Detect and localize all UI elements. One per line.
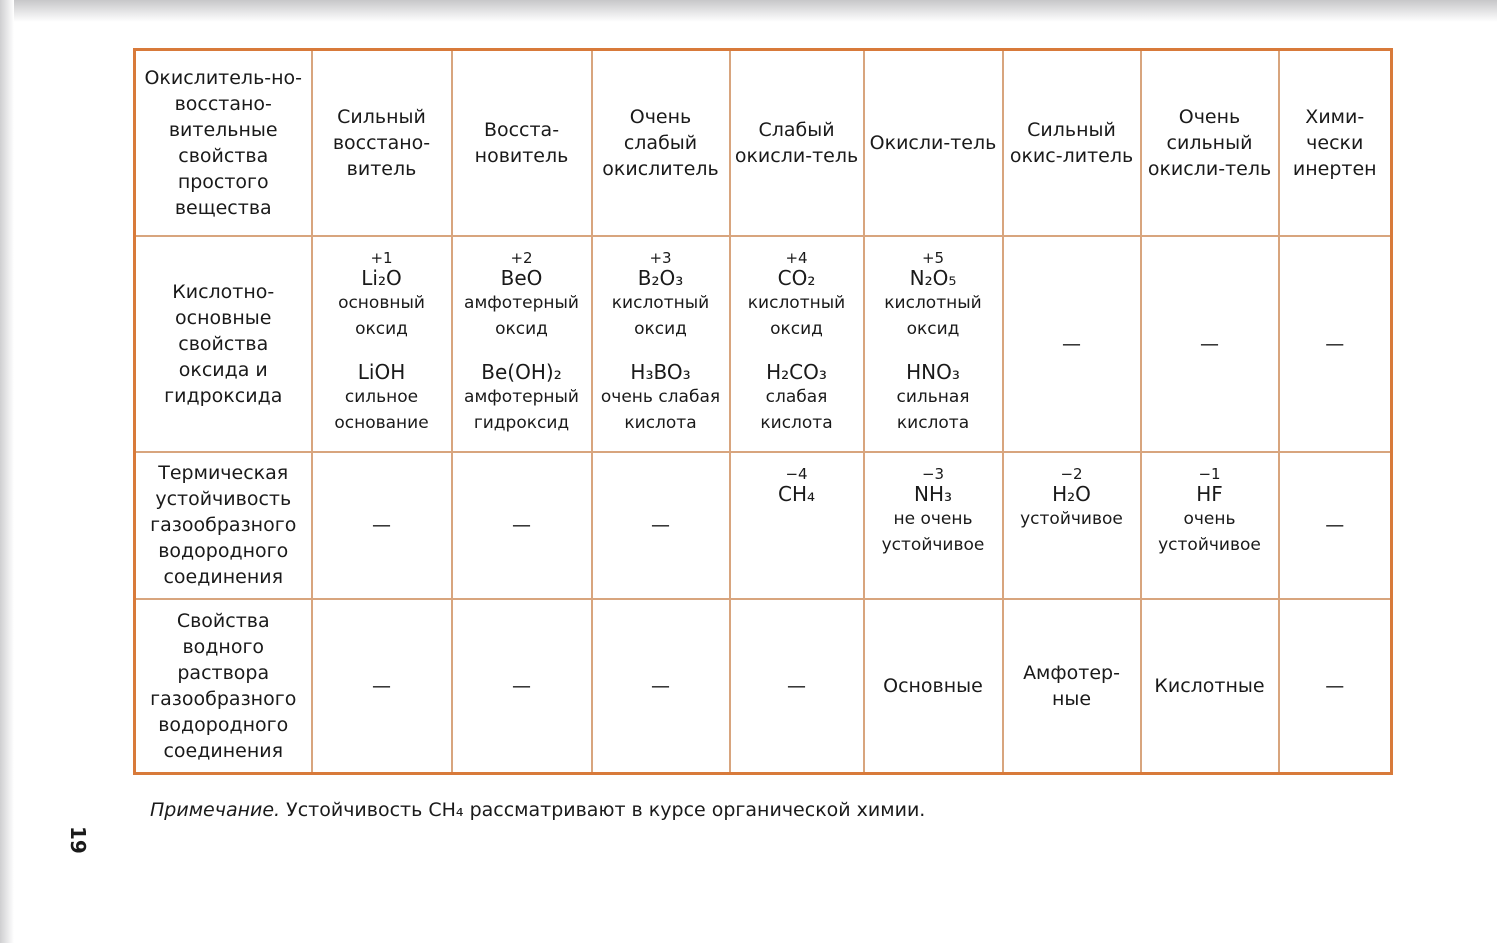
table-cell: — <box>312 599 452 774</box>
oxidation-state: −3 <box>921 464 945 483</box>
row-header: Окислитель-но-восстано-вительные свойства простого вещества <box>135 50 312 236</box>
table-cell: Очень сильный окисли-тель <box>1141 50 1279 236</box>
table-cell <box>1141 452 1279 599</box>
row-header: Свойства водного раствора газообразного водородного соединения <box>135 599 312 774</box>
table-cell: — <box>1003 236 1141 452</box>
table-cell: Сильный восстано-витель <box>312 50 452 236</box>
table-cell <box>452 236 592 452</box>
table-cell <box>312 236 452 452</box>
table-row <box>135 599 1392 774</box>
hydroxide-formula: H₂CO₃ <box>766 360 827 384</box>
properties-table <box>133 48 1393 775</box>
oxidation-state: −4 <box>785 464 808 483</box>
row-header: Кислотно-основные свойства оксида и гидроксида <box>135 236 312 452</box>
table-cell <box>1003 452 1141 599</box>
oxide-formula: B₂O₃ <box>637 266 684 290</box>
scan-edge <box>0 0 1497 22</box>
table-cell: — <box>730 599 864 774</box>
table-cell: Слабый окисли-тель <box>730 50 864 236</box>
hydride-formula: H₂O <box>1052 481 1091 506</box>
footnote <box>150 796 1250 824</box>
oxide-formula: N₂O₅ <box>909 266 957 290</box>
oxidation-state: −1 <box>1198 464 1221 483</box>
table-cell: — <box>1279 599 1392 774</box>
oxidation-state: +4 <box>785 249 808 267</box>
table-cell: — <box>312 452 452 599</box>
footnote-text: Устойчивость CH₄ рассматривают в курсе органической химии. <box>286 799 926 821</box>
footnote-label: Примечание. <box>150 799 281 821</box>
page-number: 19 <box>66 826 90 854</box>
table-cell: Кислотные <box>1141 599 1279 774</box>
scan-shadow <box>0 0 14 943</box>
table-cell: — <box>452 599 592 774</box>
table-cell: — <box>1279 452 1392 599</box>
hydroxide-formula: HNO₃ <box>906 360 960 384</box>
oxide-formula: BeO <box>500 266 543 290</box>
hydroxide-type: сильная кислота <box>896 387 970 433</box>
table-cell: Хими-чески инертен <box>1279 50 1392 236</box>
table-cell <box>730 452 864 599</box>
oxidation-state: −2 <box>1060 464 1083 483</box>
table-cell <box>864 452 1003 599</box>
stability: не очень устойчивое <box>881 508 985 555</box>
oxidation-state: +1 <box>370 249 393 267</box>
table-cell: Основные <box>864 599 1003 774</box>
table-row <box>135 50 1392 236</box>
hydroxide-formula: LiOH <box>357 360 406 384</box>
hydroxide-type: слабая кислота <box>760 387 833 433</box>
table-row <box>135 236 1392 452</box>
table-cell: Восста-новитель <box>452 50 592 236</box>
hydroxide-type: очень слабая кислота <box>600 387 721 433</box>
table-cell: — <box>1141 236 1279 452</box>
oxide-type: основный оксид <box>338 293 425 339</box>
table-cell: — <box>592 599 730 774</box>
oxide-type: кислотный оксид <box>747 293 846 339</box>
stability: устойчивое <box>1020 508 1123 529</box>
oxide-type: амфотерный оксид <box>464 293 579 339</box>
table-cell <box>864 236 1003 452</box>
hydride-formula: CH₄ <box>777 481 816 506</box>
table-cell: Амфотер-ные <box>1003 599 1141 774</box>
oxidation-state: +2 <box>510 249 533 267</box>
hydroxide-formula: Be(OH)₂ <box>481 360 562 384</box>
table-cell: — <box>452 452 592 599</box>
oxide-type: кислотный оксид <box>884 293 982 339</box>
table-cell: Очень слабый окислитель <box>592 50 730 236</box>
hydroxide-type: сильное основание <box>334 387 429 433</box>
oxidation-state: +5 <box>921 249 945 267</box>
table-cell <box>592 236 730 452</box>
table-row <box>135 452 1392 599</box>
table-cell <box>730 236 864 452</box>
oxide-formula: Li₂O <box>361 266 402 290</box>
hydroxide-type: амфотерный гидроксид <box>464 387 579 433</box>
table-cell: Сильный окис-литель <box>1003 50 1141 236</box>
oxide-formula: CO₂ <box>777 266 816 290</box>
oxide-type: кислотный оксид <box>611 293 710 339</box>
table-cell: Окисли-тель <box>864 50 1003 236</box>
stability: очень устойчивое <box>1158 508 1261 555</box>
table-cell: — <box>1279 236 1392 452</box>
row-header: Термическая устойчивость газообразного водородного соединения <box>135 452 312 599</box>
table-cell: — <box>592 452 730 599</box>
hydride-formula: NH₃ <box>913 481 953 506</box>
oxidation-state: +3 <box>649 249 672 267</box>
hydride-formula: HF <box>1196 481 1223 506</box>
hydroxide-formula: H₃BO₃ <box>630 360 691 384</box>
